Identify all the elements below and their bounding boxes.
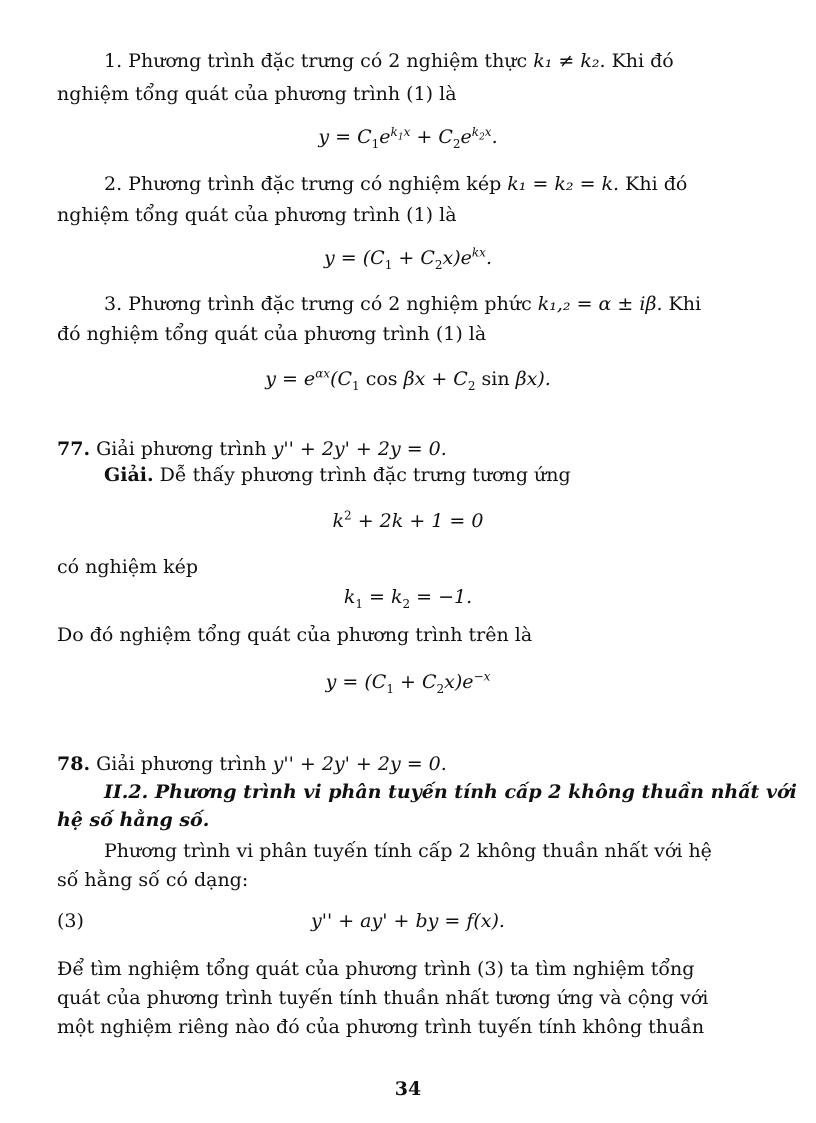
case2-line1: [104, 175, 687, 194]
ex77-equation: y'' + 2y' + 2y = 0.: [272, 438, 447, 460]
case2-tail: Khi đó: [625, 173, 688, 195]
ex78-equation: y'' + 2y' + 2y = 0.: [272, 753, 447, 775]
ex77-roots: $k_1 = k_2 = -1$.: [343, 586, 473, 611]
case3-line2: đó nghiệm tổng quát của phương trình (1) là: [57, 323, 487, 345]
section-equation: y'' + ay' + by = f(x).: [311, 910, 505, 932]
ex77-char-equation: $k^2 + 2k + 1 = 0$: [332, 508, 484, 532]
section-heading-line1: II.2. Phương trình vi phân tuyến tính cấp 2 không thuần nhất với: [104, 781, 797, 803]
ex77-text: Giải phương trình: [96, 438, 267, 460]
ex78-number: 78.: [57, 753, 91, 775]
case2-text: 2. Phương trình đặc trưng có nghiệm kép: [104, 173, 502, 195]
case1-tail: Khi đó: [611, 50, 674, 72]
ex77-solution-text: Dễ thấy phương trình đặc trưng tương ứng: [159, 464, 571, 486]
case1-line2: nghiệm tổng quát của phương trình (1) là: [57, 83, 457, 105]
case3-condition: k₁,₂ = α ± iβ.: [537, 293, 663, 315]
case3-tail: Khi: [668, 293, 702, 315]
equation-label: (3): [57, 910, 84, 932]
ex77-number: 77.: [57, 438, 91, 460]
section-para2-line1: Để tìm nghiệm tổng quát của phương trình (3) ta tìm nghiệm tổng: [57, 958, 695, 980]
section-heading-line2: hệ số hằng số.: [57, 809, 210, 831]
case1-equation: $y = C_1e^{k_1x} + C_2e^{k_2x}$.: [318, 124, 498, 151]
section-para1-line2: số hằng số có dạng:: [57, 869, 249, 891]
section-para2-line3: một nghiệm riêng nào đó của phương trình tuyến tính không thuần: [57, 1016, 705, 1038]
section-para1-line1: Phương trình vi phân tuyến tính cấp 2 không thuần nhất với hệ: [104, 840, 712, 862]
ex77-solution-label: Giải.: [104, 464, 154, 486]
ex78-text: Giải phương trình: [96, 753, 267, 775]
case2-condition: k₁ = k₂ = k.: [507, 173, 620, 195]
case1-condition: k₁ ≠ k₂.: [533, 50, 606, 72]
case2-line2: nghiệm tổng quát của phương trình (1) là: [57, 204, 457, 226]
case3-text: 3. Phương trình đặc trưng có 2 nghiệm phức: [104, 293, 532, 315]
ex77-general-solution: $y = (C_1 + C_2x)e^{-x}$: [325, 669, 491, 696]
ex77-double-root-text: có nghiệm kép: [57, 556, 199, 578]
ex77-conclusion: Do đó nghiệm tổng quát của phương trình trên là: [57, 624, 533, 646]
case1-text: 1. Phương trình đặc trưng có 2 nghiệm thực: [104, 50, 528, 72]
case3-equation: $y = e^{\alpha x}(C_1$ $\cos \beta x + C_2$ sin βx).: [265, 366, 551, 393]
case2-equation: $y = (C_1 + C_2x)e^{kx}$.: [324, 245, 492, 272]
ex78-statement: [57, 755, 447, 774]
page-number: 34: [394, 1078, 422, 1100]
case1-line1: [104, 52, 674, 71]
ex77-solution-line: [104, 466, 571, 485]
section-para2-line2: quát của phương trình tuyến tính thuần nhất tương ứng và cộng với: [57, 987, 709, 1009]
case3-line1: [104, 295, 701, 314]
ex77-statement: [57, 440, 447, 459]
